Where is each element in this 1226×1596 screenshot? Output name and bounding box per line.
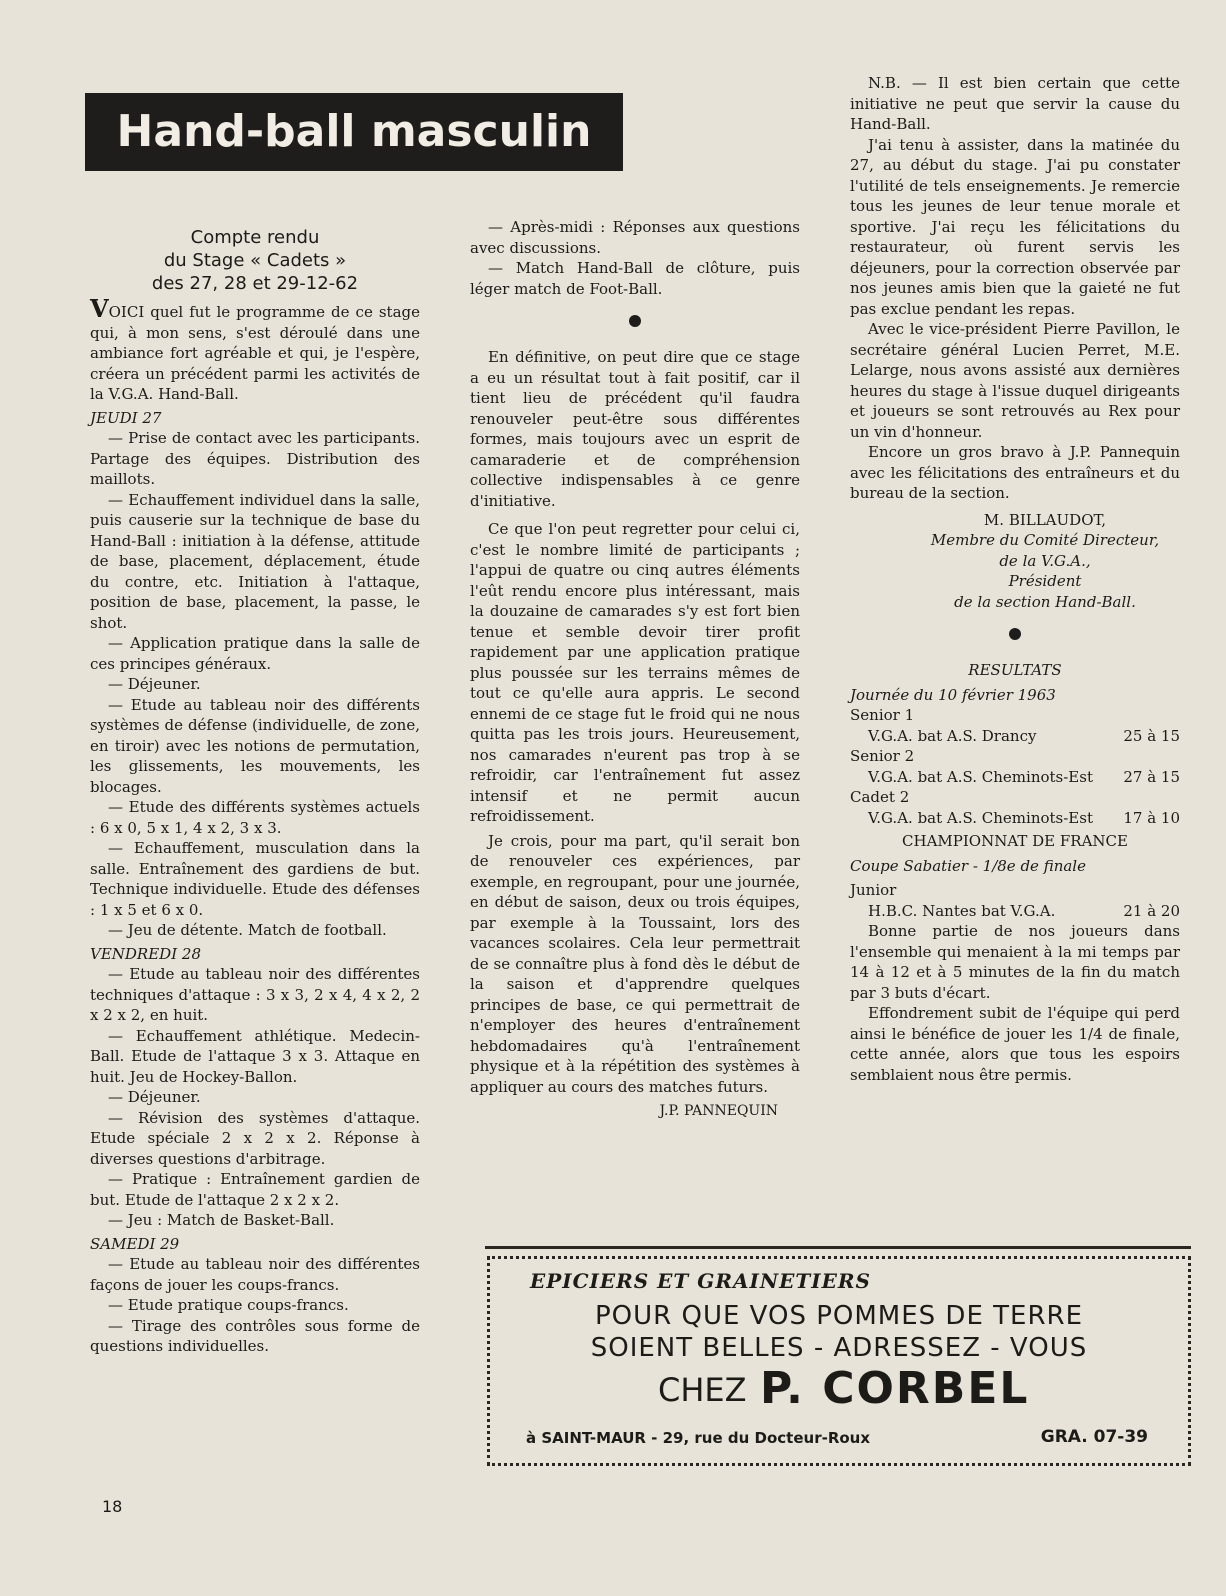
- page-number: 18: [102, 1497, 123, 1516]
- signature-role: de la section Hand-Ball.: [954, 592, 1136, 611]
- program-item: — Jeu : Match de Basket-Ball.: [108, 1211, 335, 1229]
- body-paragraph: J'ai tenu à assister, dans la matinée du 27, au début du stage. J'ai pu constater l'utilité de tels enseignements. Je remercie tous les jeunes de leur tenue morale et sportive. J'ai reçu les félicitations du restaurateur, où furent servis les déjeuners, pour la correction observée par nos jeunes amis bien que la gaieté ne fut pas exclue pendant les repas.: [850, 135, 1180, 318]
- middle-column: [470, 217, 800, 1122]
- result-match: V.G.A. bat A.S. Drancy: [868, 726, 1037, 745]
- day-label-samedi: SAMEDI 29: [90, 1234, 180, 1253]
- body-paragraph: N.B. — Il est bien certain que cette initiative ne peut que servir la cause du Hand-Ball.: [850, 74, 1180, 133]
- body-paragraph: Effondrement subit de l'équipe qui perd ainsi le bénéfice de jouer les 1/4 de finale, cette année, alors que tous les espoirs semblaient nous être permis.: [850, 1004, 1180, 1084]
- program-item: — Echauffement individuel dans la salle, puis causerie sur la technique de base du Hand-Ball : initiation à la défense, attitude de base, placement, déplacement, étude du contre, etc. Initiation à l'attaque, position de base, placement, la passe, le shot.: [90, 490, 420, 632]
- program-item: — Echauffement athlétique. Medecin-Ball. Etude de l'attaque 3 x 3. Attaque en huit. Jeu de Hockey-Ballon.: [90, 1026, 420, 1086]
- heading-line: des 27, 28 et 29-12-62: [151, 273, 359, 294]
- result-category: Senior 1: [850, 706, 915, 724]
- article-title: Hand-ball masculin: [85, 93, 623, 171]
- result-score: 25 à 15: [1123, 726, 1180, 745]
- ad-line: SOIENT BELLES - ADRESSEZ - VOUS: [590, 1333, 1088, 1363]
- program-item: — Jeu de détente. Match de football.: [108, 921, 387, 939]
- program-item: — Pratique : Entraînement gardien de but. Etude de l'attaque 2 x 2 x 2.: [90, 1170, 420, 1209]
- result-score: 21 à 20: [1123, 901, 1180, 920]
- championship-title: CHAMPIONNAT DE FRANCE: [902, 832, 1128, 850]
- signature-role: Membre du Comité Directeur,: [930, 531, 1160, 549]
- results-date: Journée du 10 février 1963: [850, 685, 1056, 704]
- result-match: H.B.C. Nantes bat V.G.A.: [868, 901, 1056, 920]
- section-bullet: [1009, 628, 1021, 640]
- program-item: — Etude au tableau noir des différentes techniques d'attaque : 3 x 3, 2 x 4, 4 x 2, 2 x 2 x 2, en huit.: [90, 965, 420, 1024]
- result-score: 27 à 15: [1123, 767, 1180, 786]
- body-paragraph: Ce que l'on peut regretter pour celui ci, c'est le nombre limité de participants ; l'appui de quatre ou cinq autres éléments l'eût rendu encore plus intéressant, mais la douzaine de camarades s'y est fort bien tenue et semble devoir tirer profit rapidement par une application pratique plus poussée sur les terrains mêmes de tout ce qu'elle aura appris. Le second ennemi de ce stage fut le froid qui ne nous quitta pas les trois jours. Heureusement, nos camarades n'eurent pas trop à se refroidir, car l'entraînement fut assez intensif et ne permit aucun refroidissement.: [470, 520, 800, 825]
- ad-address: à SAINT-MAUR - 29, rue du Docteur-Roux: [526, 1429, 871, 1447]
- signature-role: de la V.G.A.,: [999, 551, 1091, 570]
- ad-chez: CHEZ: [658, 1371, 747, 1409]
- result-category: Junior: [850, 881, 897, 899]
- result-match: V.G.A. bat A.S. Cheminots-Est: [868, 808, 1093, 827]
- result-row: [850, 767, 1180, 788]
- body-paragraph: Je crois, pour ma part, qu'il serait bon de renouveler ces expériences, par exemple, en regroupant, pour une journée, en début de saison, deux ou trois équipes, par exemple à la Toussaint, lors des vacances scolaires. Cela leur permettrait de se connaître plus à fond dès le début de la saison et d'apprendre quelques principes de base, ce qui permettrait de n'employer des heures d'entraînement hebdomadaires qu'à l'entraînement physique et à la répétition des systèmes à appliquer au cours des matches futurs.: [470, 831, 800, 1096]
- ad-line: POUR QUE VOS POMMES DE TERRE: [594, 1301, 1084, 1331]
- program-item: — Tirage des contrôles sous forme de questions individuelles.: [90, 1316, 420, 1355]
- heading-line: du Stage « Cadets »: [163, 250, 347, 271]
- result-row: [850, 726, 1180, 747]
- day-label-jeudi: JEUDI 27: [90, 408, 162, 427]
- program-item: — Application pratique dans la salle de ces principes généraux.: [90, 634, 420, 673]
- result-category: Cadet 2: [850, 788, 910, 806]
- stage-heading: [90, 226, 420, 295]
- program-item: — Révision des systèmes d'attaque. Etude spéciale 2 x 2 x 2. Réponse à diverses questions d'arbitrage.: [90, 1108, 420, 1168]
- ad-phone: GRA. 07-39: [1040, 1427, 1148, 1447]
- signature-role: Président: [1008, 572, 1082, 590]
- result-row: [850, 901, 1180, 922]
- program-item: — Etude au tableau noir des différentes façons de jouer les coups-francs.: [90, 1255, 420, 1294]
- program-item: — Echauffement, musculation dans la salle. Entraînement des gardiens de but. Technique individuelle. Etude des défenses : 1 x 5 et 6 x 0.: [90, 839, 420, 919]
- ad-shop-name: P. CORBEL: [760, 1363, 1030, 1414]
- signature-name: M. BILLAUDOT,: [983, 510, 1107, 529]
- result-match: V.G.A. bat A.S. Cheminots-Est: [868, 767, 1093, 786]
- body-paragraph: Avec le vice-président Pierre Pavillon, le secrétaire général Lucien Perret, M.E. Lelarge, nous avons assisté aux dernières heures du stage à l'issue duquel dirigeants et joueurs se sont retrouvés au Rex pour un vin d'honneur.: [850, 320, 1180, 441]
- advertisement-box: [487, 1256, 1191, 1466]
- body-paragraph: En définitive, on peut dire que ce stage a eu un résultat tout à fait positif, car il tient lieu de précédent qu'il faudra renouveler peut-être sous différentes formes, mais toujours avec un esprit de camaraderie et de compréhension collective indispensables à ce genre d'initiative.: [470, 348, 800, 510]
- horizontal-rule: [485, 1246, 1191, 1249]
- day-label-vendredi: VENDREDI 28: [90, 944, 201, 963]
- right-column: [850, 73, 1180, 1085]
- program-item: — Après-midi : Réponses aux questions avec discussions.: [470, 218, 800, 257]
- program-item: — Etude pratique coups-francs.: [108, 1296, 349, 1314]
- program-item: — Déjeuner.: [108, 675, 201, 693]
- heading-line: Compte rendu: [190, 227, 320, 248]
- body-paragraph: Bonne partie de nos joueurs dans l'ensemble qui menaient à la mi temps par 14 à 12 et à 5 minutes de la fin du match par 3 buts d'écart.: [850, 922, 1180, 1002]
- cup-title: Coupe Sabatier - 1/8e de finale: [850, 856, 1086, 875]
- section-bullet: [629, 315, 641, 327]
- signature-pannequin: J.P. PANNEQUIN: [659, 1103, 778, 1119]
- body-paragraph: Encore un gros bravo à J.P. Pannequin avec les félicitations des entraîneurs et du bureau de la section.: [850, 443, 1180, 502]
- program-item: — Déjeuner.: [108, 1088, 201, 1106]
- result-category: Senior 2: [850, 747, 915, 765]
- result-row: [850, 808, 1180, 829]
- program-item: — Match Hand-Ball de clôture, puis léger match de Foot-Ball.: [470, 259, 800, 298]
- result-score: 17 à 10: [1123, 808, 1180, 827]
- program-item: — Etude au tableau noir des différents systèmes de défense (individuelle, de zone, en tiroir) avec les notions de permutation, les glissements, les mouvements, les blocages.: [90, 695, 420, 796]
- results-title: RESULTATS: [968, 661, 1062, 679]
- ad-headline: EPICIERS ET GRAINETIERS: [530, 1269, 871, 1293]
- program-item: — Etude des différents systèmes actuels : 6 x 0, 5 x 1, 4 x 2, 3 x 3.: [90, 798, 420, 837]
- intro-paragraph: VOICI quel fut le programme de ce stage qui, à mon sens, s'est déroulé dans une ambiance fort agréable et qui, je l'espère, créera un précédent parmi les activités de la V.G.A. Hand-Ball.: [90, 294, 420, 403]
- left-column: [90, 226, 420, 1357]
- program-item: — Prise de contact avec les participants. Partage des équipes. Distribution des maillots.: [90, 429, 420, 488]
